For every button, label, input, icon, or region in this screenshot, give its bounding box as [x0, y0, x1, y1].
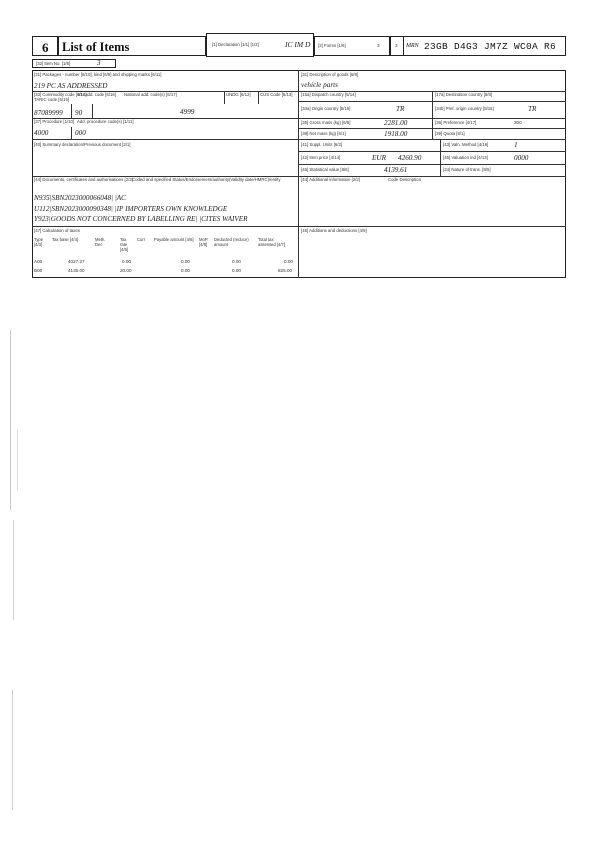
- tax-header-rate: Tax rate [4/5]: [120, 237, 129, 252]
- description-value: vehicle parts: [301, 81, 338, 89]
- tax-deducted: 0.00: [232, 268, 241, 273]
- divider: [298, 164, 566, 165]
- net-mass-label: [38] Net mass (kg) [6/1]: [301, 131, 346, 136]
- tax-base: 4135.00: [68, 268, 85, 273]
- commodity-label: [33] Commodity code [6/14]: [34, 92, 87, 97]
- undg-label: UNDG [6/12]: [226, 92, 251, 97]
- tax-rate: 20.00: [120, 268, 132, 273]
- additions-deductions-label: [45] Additions and deductions [4/9]: [301, 228, 367, 233]
- tax-payable: 0.00: [181, 259, 190, 264]
- tax-deducted: 0.00: [232, 259, 241, 264]
- tax-total: 0.00: [284, 259, 293, 264]
- page-title: List of Items: [62, 40, 130, 54]
- tax-total: 825.00: [278, 268, 293, 273]
- documents-label-2: Coded and specified Status/Endorsement/authority(Validity date/HMRC)/entity: [132, 177, 281, 182]
- document-line-2: U112|SBN2023000090348| |IP IMPORTERS OWN KNOWLEDGE: [34, 205, 228, 213]
- document-line-3: Y923|GOODS NOT CONCERNED BY LABELLING RE| |CITES WAIVER: [34, 215, 248, 223]
- divider: [92, 104, 93, 118]
- taric-code-value: 90: [75, 109, 83, 117]
- pref-origin-country-label: [34b] Pref. origin country [5/16]: [435, 106, 494, 111]
- calculation-label: [47] Calculation of taxes: [34, 228, 80, 233]
- sheet-number: 6: [42, 40, 49, 55]
- divider: [298, 226, 566, 227]
- gross-mass-label: [35] Gross mass (kg) [6/5]: [301, 120, 351, 125]
- tax-header-mop: MoP [4/8]: [199, 237, 208, 247]
- national-add-code-label: National add. code(s) [6/17]: [124, 92, 177, 97]
- mrn-label: MRN: [406, 43, 419, 49]
- divider: [298, 151, 566, 152]
- divider: [432, 91, 433, 118]
- tax-header-deducted: Deducted (reduce) amount: [214, 237, 249, 247]
- divider: [32, 139, 298, 140]
- packages-label: [31] Packages - number [6/10], kind [6/9] and shipping marks [6/11]: [34, 72, 162, 77]
- sheet-number-box: [32, 36, 58, 56]
- destination-country-label: [17a] Destination country [5/8]: [435, 92, 493, 97]
- item-price-value: 4260.90: [398, 154, 422, 162]
- divider: [71, 104, 72, 118]
- net-mass-value: 1918.00: [384, 130, 408, 138]
- valuation-indicators-value: 0000: [514, 154, 529, 162]
- cus-code-label: CUS Code [6/13]: [260, 92, 293, 97]
- document-line-1: N935|SBN2023000066048| |AC: [34, 194, 126, 202]
- divider: [258, 91, 259, 104]
- item-price-currency: EUR: [372, 154, 386, 162]
- item-price-label: [42] Item price [4/14]: [301, 155, 341, 160]
- divider: [298, 139, 566, 140]
- additional-info-label: [44] Additional information [2/2]: [301, 177, 361, 182]
- declaration-value: IC IM D: [285, 40, 311, 49]
- national-code-value: 4999: [180, 108, 195, 116]
- declaration-label: [1] Declaration [1/1] [1/2]: [212, 42, 259, 47]
- valuation-method-label: [43] Valn. Method [4/16]: [443, 142, 489, 147]
- nature-of-transaction-label: [24] Nature of trans. [8/5]: [443, 167, 491, 172]
- supp-units-label: [41] Suppl. Units [6/2]: [301, 142, 343, 147]
- tax-header-base: Tax base [4/4]: [52, 237, 79, 242]
- origin-country-label: [34a] Origin country [5/15]: [301, 106, 351, 111]
- taric-code-label: TARIC code [6/15]: [34, 97, 70, 102]
- forms-total: 3: [395, 43, 398, 48]
- eu-add-code-label: EU add. code [6/16]: [78, 92, 116, 97]
- preference-label: [36] Preference [4/17]: [435, 120, 477, 125]
- quota-label: [39] Quota [8/1]: [435, 131, 465, 136]
- documents-label: [44] Documents, certificates and authorisations [2/3]: [34, 177, 133, 182]
- forms-box: [314, 36, 390, 56]
- packages-value: 219 PC AS ADDRESSED: [34, 82, 108, 90]
- forms-total-box: [390, 36, 404, 56]
- tax-type: B00: [34, 268, 43, 273]
- divider: [32, 226, 298, 227]
- title-box: [58, 36, 206, 56]
- divider: [71, 127, 72, 139]
- tax-header-total: Total tax assessed [4/7]: [258, 237, 286, 247]
- procedure-label: [37] Procedure [1/10]: [34, 119, 75, 124]
- tax-type: A00: [34, 259, 43, 264]
- forms-current: 3: [377, 43, 380, 48]
- add-procedure-label: Add. procedure code(s) [1/11]: [77, 119, 134, 124]
- description-label: [31] Description of goods [6/8]: [301, 72, 359, 77]
- summary-docs-label: [40] Summary declaration/Previous document [2/1]: [34, 142, 131, 147]
- tax-base: 4027.27: [68, 259, 85, 264]
- add-procedure-value: 000: [75, 129, 86, 137]
- forms-label: [2] Forms [1/6]: [318, 43, 346, 48]
- item-number-box: [32, 59, 116, 68]
- divider: [224, 91, 225, 104]
- preference-value: 300: [514, 120, 522, 125]
- item-number-label: [32] Item No. [1/6]: [36, 61, 71, 66]
- mrn-value: 23GB D4G3 JM7Z WC0A R6: [424, 41, 557, 52]
- divider: [440, 139, 441, 176]
- divider: [298, 128, 566, 129]
- gross-mass-value: 2281.00: [384, 119, 408, 127]
- pref-origin-country-value: TR: [528, 105, 537, 113]
- tax-header-payable: Payable amount [4/6]: [154, 237, 194, 242]
- commodity-code-value: 87089999: [34, 109, 63, 117]
- tax-payable: 0.00: [181, 268, 190, 273]
- dispatch-country-label: [15a] Dispatch country [5/14]: [301, 92, 356, 97]
- statistical-value-label: [46] Statistical value [8/6]: [301, 167, 349, 172]
- declaration-box: [206, 33, 314, 57]
- divider: [298, 101, 566, 102]
- item-number-value: 3: [97, 59, 101, 67]
- code-description-label: Code Description: [388, 177, 421, 182]
- valuation-indicators-label: [45] Valuation ind [4/13]: [443, 155, 488, 160]
- tax-header-meth: Meth. Dec: [95, 237, 106, 247]
- statistical-value-value: 4139.61: [384, 166, 408, 174]
- procedure-value: 4000: [34, 129, 49, 137]
- tax-rate: 0.00: [122, 259, 131, 264]
- tax-header-type: Type [4/3]: [34, 237, 44, 247]
- mrn-box: [404, 36, 566, 56]
- tax-header-curr: Curr: [137, 237, 146, 242]
- valuation-method-value: 1: [514, 141, 518, 149]
- origin-country-value: TR: [396, 105, 405, 113]
